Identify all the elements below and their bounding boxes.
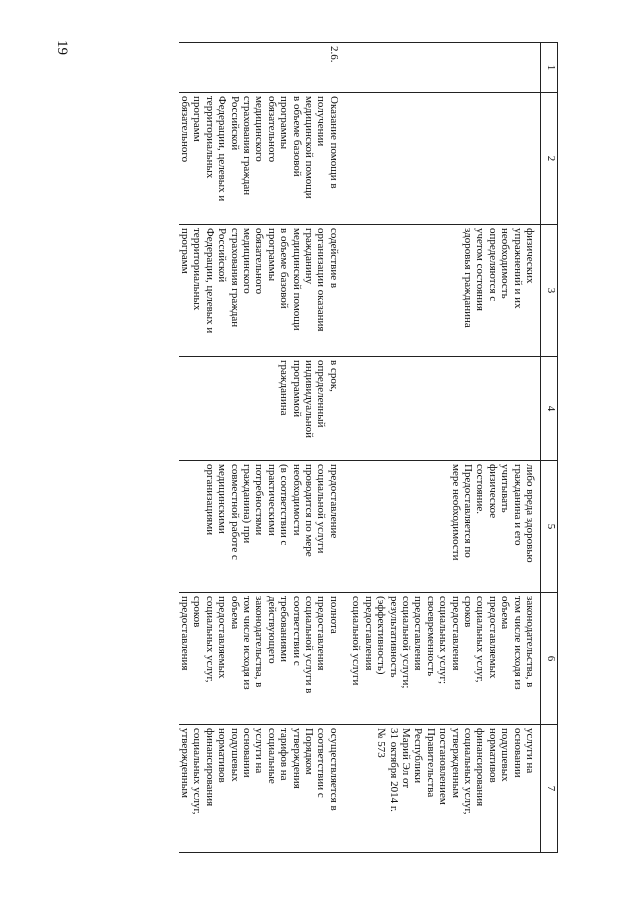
cell-text-line: утвержденным bbox=[449, 728, 462, 799]
cell-text-line: нормативов bbox=[216, 728, 229, 783]
cell-text-line: утверждения bbox=[290, 728, 303, 789]
cell-text-line: организациями bbox=[203, 464, 216, 536]
cell-text-line: совместной работе с bbox=[228, 464, 241, 560]
cell-text-line: действующего bbox=[265, 596, 278, 664]
services-table bbox=[179, 42, 558, 853]
cell-text-line: Республики bbox=[412, 728, 425, 784]
cell-text-line: Оказание помощи в bbox=[327, 96, 340, 189]
cell-text-line: необходимости bbox=[290, 464, 303, 536]
cell-text-line: обязательного bbox=[179, 96, 192, 163]
cell-text-line: необходимость bbox=[499, 228, 512, 299]
cell-text-line: страхования граждан bbox=[241, 96, 254, 196]
cell-text-line: учетом состояния bbox=[474, 228, 487, 311]
cell-text-line: тарифов на bbox=[278, 728, 291, 781]
cell-quality-indicators bbox=[350, 593, 541, 725]
cell-text-line: постановлением bbox=[437, 728, 450, 805]
cell-text-line: мере необходимости bbox=[449, 464, 462, 561]
cell-text-line: социальных услуг, bbox=[203, 596, 216, 683]
cell-text-line: социальной услуги в bbox=[303, 596, 316, 694]
cell-text-line: медицинской помощи bbox=[290, 228, 303, 331]
cell-text-line: медицинского bbox=[241, 228, 254, 294]
table-row bbox=[350, 43, 541, 853]
cell-text-line: в объеме базовой bbox=[290, 96, 303, 177]
cell-description bbox=[179, 225, 350, 357]
row-number-label: 2.6. bbox=[327, 46, 340, 63]
cell-text-line: практическими bbox=[265, 464, 278, 536]
cell-text-line: предоставления bbox=[179, 596, 192, 671]
cell-text-line: социальных услуг; bbox=[437, 596, 450, 685]
cell-quality-indicators bbox=[179, 593, 350, 725]
cell-text-line: соответствии с bbox=[290, 596, 303, 666]
cell-text-line: результативность bbox=[387, 596, 400, 678]
rotated-page-content bbox=[179, 42, 558, 852]
cell-text-line: в объеме базовой bbox=[278, 228, 291, 309]
cell-text-line: услуги на bbox=[253, 728, 266, 774]
cell-text-line: Российской bbox=[216, 228, 229, 283]
cell-text-line: нормативов bbox=[486, 728, 499, 783]
cell-text-line: (в соответствии с bbox=[278, 464, 291, 546]
cell-text-line: № 573 bbox=[375, 728, 388, 758]
cell-text-line: учитывать bbox=[499, 464, 512, 513]
cell-text-line: предоставление bbox=[327, 464, 340, 539]
cell-funding bbox=[179, 725, 350, 853]
cell-text-line: Порядком bbox=[303, 728, 316, 775]
header-col-5: 5 bbox=[541, 461, 558, 593]
cell-text-line: том числе исходя из bbox=[241, 596, 254, 690]
header-row bbox=[541, 43, 558, 853]
cell-text-line: предоставляемых bbox=[486, 596, 499, 679]
header-col-4: 4 bbox=[541, 357, 558, 461]
cell-text-line: в срок, bbox=[327, 360, 340, 392]
cell-text-line: состояние. bbox=[474, 464, 487, 514]
cell-text-line: определенный bbox=[315, 360, 328, 428]
cell-text-line: услуги на bbox=[524, 728, 536, 774]
cell-text-line: социальных услуг, bbox=[191, 728, 204, 815]
cell-service-name bbox=[350, 93, 541, 225]
table-row bbox=[179, 43, 350, 853]
cell-funding bbox=[350, 725, 541, 853]
cell-text-line: содействие в bbox=[327, 228, 340, 289]
cell-text-line: организации оказания bbox=[315, 228, 328, 332]
cell-text-line: физических bbox=[524, 228, 536, 284]
header-col-7: 7 bbox=[541, 725, 558, 853]
cell-text-line: медицинской помощи bbox=[303, 96, 316, 199]
cell-term bbox=[350, 357, 541, 461]
cell-text-line: финансирования bbox=[474, 728, 487, 807]
cell-text-line: здоровья гражданина bbox=[461, 228, 474, 328]
cell-text-line: своевременность bbox=[424, 596, 437, 677]
cell-text-line: индивидуальной bbox=[303, 360, 316, 439]
cell-text-line: упражнений и их bbox=[511, 228, 524, 309]
cell-text-line: Марий Эл от bbox=[399, 728, 412, 789]
cell-text-line: требованиями bbox=[278, 596, 291, 663]
cell-text-line: объема bbox=[499, 596, 512, 630]
cell-text-line: программы bbox=[265, 228, 278, 282]
cell-conditions bbox=[350, 461, 541, 593]
cell-text-line: медицинскими bbox=[216, 464, 229, 534]
cell-text-line: Российской bbox=[228, 96, 241, 151]
cell-text-line: физическое bbox=[486, 464, 499, 519]
header-col-6: 6 bbox=[541, 593, 558, 725]
cell-text-line: законодательства, в bbox=[524, 596, 536, 688]
cell-text-line: предоставления bbox=[412, 596, 425, 671]
cell-number bbox=[179, 43, 350, 93]
cell-text-line: определяются с bbox=[486, 228, 499, 302]
cell-text-line: гражданина) при bbox=[241, 464, 254, 544]
cell-text-line: объема bbox=[228, 596, 241, 630]
cell-text-line: социальные bbox=[265, 728, 278, 784]
cell-text-line: программ bbox=[191, 96, 204, 142]
cell-text-line: законодательства, в bbox=[253, 596, 266, 688]
cell-text-line: гражданину bbox=[303, 228, 316, 285]
cell-text-line: социальной услуги; bbox=[399, 596, 412, 689]
cell-text-line: подушевых bbox=[228, 728, 241, 782]
cell-text-line: страхования граждан bbox=[228, 228, 241, 328]
cell-text-line: предоставления bbox=[315, 596, 328, 671]
cell-service-name bbox=[179, 93, 350, 225]
cell-text-line: утвержденным bbox=[179, 728, 192, 799]
cell-text-line: 31 октября 2014 г. bbox=[387, 728, 400, 812]
cell-text-line: Правительства bbox=[424, 728, 437, 798]
cell-text-line: основании bbox=[511, 728, 524, 778]
cell-text-line: либо вреда здоровью bbox=[524, 464, 536, 563]
cell-text-line: предоставляемых bbox=[216, 596, 229, 679]
cell-text-line: предоставления bbox=[449, 596, 462, 671]
cell-conditions bbox=[179, 461, 350, 593]
cell-description bbox=[350, 225, 541, 357]
cell-text-line: осуществляется в bbox=[327, 728, 340, 811]
header-col-2: 2 bbox=[541, 93, 558, 225]
cell-text-line: том числе исходя из bbox=[511, 596, 524, 690]
cell-text-line: программы bbox=[278, 96, 291, 150]
cell-text-line: территориальных bbox=[203, 96, 216, 179]
cell-text-line: потребностями bbox=[253, 464, 266, 536]
cell-text-line: программой bbox=[290, 360, 303, 418]
cell-text-line: программ bbox=[179, 228, 192, 274]
cell-text-line: гражданина и его bbox=[511, 464, 524, 546]
cell-text-line: территориальных bbox=[191, 228, 204, 311]
cell-text-line: обязательного bbox=[253, 228, 266, 295]
cell-text-line: социальной услуги bbox=[315, 464, 328, 554]
cell-text-line: социальной услуги bbox=[350, 596, 363, 686]
cell-text-line: Предоставляется по bbox=[461, 464, 474, 558]
cell-text-line: Федерации, целевых и bbox=[216, 96, 229, 202]
cell-text-line: подушевых bbox=[499, 728, 512, 782]
cell-text-line: основании bbox=[241, 728, 254, 778]
header-col-3: 3 bbox=[541, 225, 558, 357]
page-number: 19 bbox=[54, 40, 70, 55]
cell-term bbox=[179, 357, 350, 461]
cell-text-line: Федерации, целевых и bbox=[203, 228, 216, 334]
cell-text-line: соответствии с bbox=[315, 728, 328, 798]
cell-text-line: полнота bbox=[327, 596, 340, 634]
cell-text-line: получении bbox=[315, 96, 328, 147]
cell-text-line: проводится по мере bbox=[303, 464, 316, 557]
cell-text-line: медицинского bbox=[253, 96, 266, 162]
cell-text-line: финансирования bbox=[203, 728, 216, 807]
cell-text-line: социальных услуг, bbox=[461, 728, 474, 815]
cell-text-line: социальных услуг, bbox=[474, 596, 487, 683]
cell-text-line: обязательного bbox=[265, 96, 278, 163]
cell-text-line: предоставления bbox=[362, 596, 375, 671]
header-col-1: 1 bbox=[541, 43, 558, 93]
cell-text-line: (эффективность) bbox=[375, 596, 388, 675]
cell-text-line: гражданина bbox=[278, 360, 291, 416]
cell-text-line: сроков bbox=[191, 596, 204, 628]
cell-number bbox=[350, 43, 541, 93]
cell-text-line: сроков bbox=[461, 596, 474, 628]
